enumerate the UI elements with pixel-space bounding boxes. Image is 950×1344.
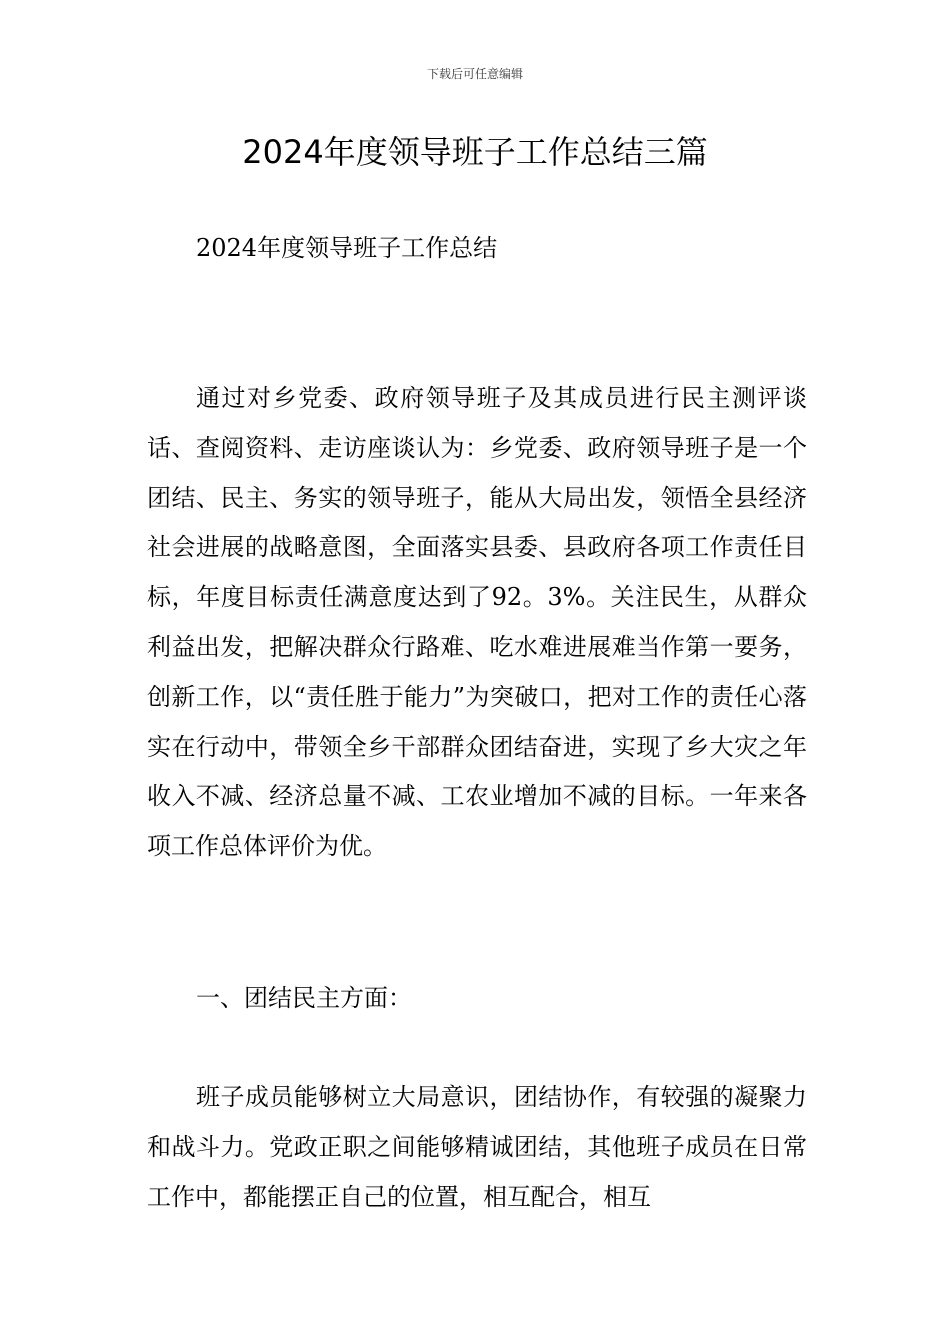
section-heading: 一、团结民主方面： (196, 984, 412, 1012)
body-paragraph: 通过对乡党委、政府领导班子及其成员进行民主测评谈话、查阅资料、走访座谈认为：乡党委、政府领导班子是一个团结、民主、务实的领导班子，能从大局出发，领悟全县经济社会进展的战略意图，全面落实县委、县政府各项工作责任目标，年度目标责任满意度达到了92。3%。关注民生，从群众利益出发，把解决群众行路难、吃水难进展难当作第一要务，创新工作，以“责任胜于能力”为突破口，把对工作的责任心落实在行动中，带领全乡干部群众团结奋进，实现了乡大灾之年收入不减、经济总量不减、工农业增加不减的目标。一年来各项工作总体评价为优。 (147, 384, 807, 861)
document-subtitle: 2024年度领导班子工作总结 (196, 234, 498, 262)
body-paragraph: 班子成员能够树立大局意识，团结协作，有较强的凝聚力和战斗力。党政正职之间能够精诚团结，其他班子成员在日常工作中，都能摆正自己的位置，相互配合，相互 (147, 1083, 807, 1211)
header-note: 下载后可任意编辑 (426, 67, 523, 81)
document-title: 2024年度领导班子工作总结三篇 (242, 133, 708, 171)
